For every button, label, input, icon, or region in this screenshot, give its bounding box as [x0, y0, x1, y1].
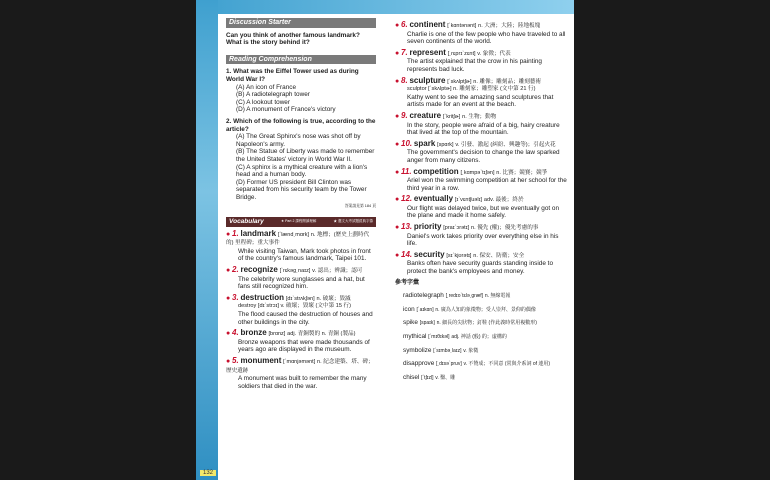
- vocab-example: A monument was built to remember the many soldiers that died in the war.: [238, 375, 367, 390]
- right-column: [395, 18, 567, 382]
- bullet-icon: ●: [226, 267, 231, 275]
- ref-pron: [spaɪk]: [419, 320, 435, 327]
- q1-option-a: (A) An icon of France: [236, 83, 297, 91]
- vocab-word: spark: [413, 138, 436, 148]
- vocab-pron: [͵kɑmpəˋtɪʃən]: [460, 169, 495, 176]
- vocab-pron: [͵rɛprɪˋzɛnt]: [447, 50, 476, 57]
- vocab-number: 13.: [401, 222, 413, 232]
- vocab-word: represent: [409, 47, 446, 57]
- vocab-example: The artist explained that the crow in his painting represents bad luck.: [407, 58, 542, 73]
- vocab-entry-11: [395, 168, 567, 193]
- vocab-number: 7.: [401, 47, 408, 57]
- vocab-entry-14: [395, 251, 567, 276]
- ref-word: spike: [403, 319, 418, 327]
- ref-word: chisel: [403, 373, 420, 381]
- vocab-pron: [ˋskʌlptʃɚ]: [447, 78, 472, 85]
- vocab-related-word: sculptor [ˋskʌlptɚ] n. 雕刻家；雕塑家 (文中第 21 行): [407, 86, 536, 93]
- q1-option-d: (D) A monument of France's victory: [236, 106, 336, 114]
- reference-item: [395, 306, 567, 315]
- vocab-pron: [spɑrk]: [437, 141, 454, 148]
- vocab-number: 10.: [401, 138, 413, 148]
- q2-option-c: (C) A sphinx is a mythical creature with a lion's head and a human body.: [236, 163, 368, 179]
- vocab-word: recognize: [240, 265, 278, 275]
- vocab-word: competition: [413, 166, 459, 176]
- vocab-pron: [ˋlænd͵mɑrk]: [277, 231, 309, 238]
- vocab-pron: [sɪˋkjʊrətɪ]: [446, 252, 472, 259]
- ref-def: n. 無線電報: [484, 293, 511, 300]
- vocab-number: 12.: [401, 194, 413, 204]
- ref-word: mythical: [403, 333, 427, 340]
- vocab-pron: [praɪˋɔrətɪ]: [443, 225, 470, 232]
- vocab-number: 11.: [401, 166, 412, 176]
- reference-item: [395, 333, 567, 342]
- ref-pron: [͵dɪsəˋpruv]: [436, 361, 462, 368]
- vocab-example: Banks often have security guards standing inside to protect the bank's employees and money.: [407, 260, 554, 276]
- vocab-example: Charlie is one of the few people who have traveled to all seven continents of the world.: [407, 30, 566, 46]
- vocab-entry-9: [395, 112, 567, 137]
- vocab-example: While visiting Taiwan, Mark took photos in front of the country's famous landmark, Taipei 101.: [238, 247, 371, 263]
- bullet-icon: ●: [395, 251, 400, 259]
- vocab-example: Kathy went to see the amazing sand sculptures that artists made for an event at the beach.: [407, 93, 554, 109]
- ref-def: v. 不贊成；不同意 (常與介系詞 of 連用): [463, 361, 551, 368]
- page-number: 132: [200, 470, 216, 476]
- vocab-word: priority: [413, 222, 442, 232]
- sky-banner: [196, 0, 574, 14]
- ref-pron: [ˋaɪkɑn]: [416, 306, 434, 313]
- vocab-entry-5: [226, 357, 376, 390]
- vocab-pron: [ɪˋvɛntʃuəlɪ]: [454, 197, 483, 204]
- vocab-def: n. 大洲；大陸；陸地板塊: [478, 23, 541, 29]
- vocab-def: v. 認出；辨識；認可: [312, 268, 363, 275]
- ref-word: symbolize: [403, 346, 432, 354]
- vocab-word: landmark: [240, 228, 277, 238]
- left-column: [226, 18, 376, 390]
- book-page: [196, 0, 574, 480]
- bullet-icon: ●: [395, 224, 400, 232]
- vocab-number: 4.: [232, 328, 239, 338]
- bullet-icon: ●: [395, 196, 400, 204]
- vocab-def: n. 生物；動物: [462, 113, 497, 120]
- vocab-number: 3.: [232, 292, 239, 302]
- bullet-icon: ●: [395, 77, 400, 85]
- q1-option-c: (C) A lookout tower: [236, 98, 290, 106]
- answer-reference: 答案請見第 184 頁: [344, 204, 376, 209]
- vocab-pron: [ˋkɑntənənt]: [447, 23, 477, 29]
- bullet-icon: ●: [395, 112, 400, 120]
- vocab-entry-8: [395, 77, 567, 109]
- sky-strip: [196, 0, 218, 480]
- discussion-header: Discussion Starter: [226, 18, 376, 28]
- q1-option-b: (B) A radiotelegraph tower: [236, 91, 310, 99]
- vocab-number: 9.: [401, 110, 408, 120]
- vocab-example: The celebrity wore sunglasses and a hat, but fans still recognized him.: [238, 275, 365, 291]
- vocab-entry-7: [395, 49, 567, 74]
- vocab-word: sculpture: [409, 75, 446, 85]
- vocab-pron: [brɑnz]: [268, 331, 286, 338]
- vocabulary-tag-1: ★ Part 2 課程閱讀理解: [280, 219, 317, 224]
- vocab-word: destruction: [240, 292, 285, 302]
- question-1: 1. What was the Eiffel Tower used as during World War I?: [226, 68, 359, 83]
- vocab-entry-10: [395, 140, 567, 165]
- reference-item: [395, 360, 567, 369]
- ref-pron: [͵redɪoˋtɛlə͵græf]: [445, 293, 484, 300]
- vocab-example: Ariel won the swimming competition at her school for the third year in a row.: [407, 177, 567, 192]
- ref-word: icon: [403, 305, 415, 313]
- ref-pron: [ˋsɪmbə͵laɪz]: [433, 347, 462, 354]
- vocab-word: security: [413, 249, 445, 259]
- vocab-def: adj. 青銅製的 n. 青銅 (製品): [287, 331, 356, 338]
- bullet-icon: ●: [226, 294, 231, 302]
- reference-item: [395, 292, 567, 301]
- vocab-pron: [ˋmɑnjəmənt]: [283, 358, 316, 365]
- vocab-entry-12: [395, 195, 567, 220]
- vocab-def: v. 象徵；代表: [477, 50, 511, 57]
- reference-item: [395, 347, 567, 356]
- reading-header: Reading Comprehension: [226, 55, 376, 65]
- vocab-example: The government's decision to change the law sparked anger from many citizens.: [407, 149, 560, 164]
- bullet-icon: ●: [226, 357, 231, 365]
- vocab-number: 1.: [232, 228, 239, 238]
- vocab-def: n. 比賽；競賽；競爭: [496, 169, 548, 176]
- vocab-def: n. 保安、防衛；安全: [473, 252, 525, 259]
- ref-def: adj. 神話 (般) 的；虛構的: [451, 334, 507, 340]
- vocabulary-header: [226, 217, 376, 227]
- vocab-entry-4: [226, 329, 376, 354]
- vocab-def: n. 紀念建築、塔、碑；歷史遺跡: [226, 358, 374, 374]
- question-2: 2. Which of the following is true, according to the article?: [226, 117, 376, 133]
- ref-def: v. 象徵: [463, 347, 479, 354]
- ref-pron: [ˋtʃɪzḷ]: [421, 374, 434, 381]
- vocab-number: 8.: [401, 75, 408, 85]
- reference-header: 參考字彙: [395, 279, 420, 286]
- vocab-example: Our flight was delayed twice, but we eventually got on the plane and made it home safely.: [407, 204, 560, 220]
- ref-word: disapprove: [403, 360, 435, 368]
- ref-def: v. 鑿、雕: [435, 374, 456, 381]
- vocab-related-word: destroy [dɪˋstrɔɪ] v. 破壞；毀壞 (文中第 15 行): [238, 303, 351, 310]
- vocab-def: n. 破壞；毀滅: [316, 295, 351, 302]
- ref-pron: [ˋmɪθɪkəl]: [428, 334, 450, 340]
- vocab-entry-13: [395, 223, 567, 248]
- vocab-number: 6.: [401, 20, 408, 29]
- vocab-word: creature: [409, 110, 442, 120]
- bullet-icon: ●: [395, 168, 400, 176]
- vocab-word: bronze: [240, 328, 267, 338]
- bullet-icon: ●: [395, 49, 400, 57]
- vocab-entry-1: [226, 230, 376, 263]
- bullet-icon: ●: [226, 230, 231, 238]
- vocab-number: 14.: [401, 249, 413, 259]
- bullet-icon: ●: [395, 140, 400, 148]
- vocabulary-title: Vocabulary: [229, 218, 264, 226]
- vocab-example: Bronze weapons that were made thousands of years ago are displayed in the museum.: [238, 338, 370, 354]
- vocab-def: v. 引發、激起 (糾紛、興趣等)；引起火花: [455, 141, 556, 148]
- ref-word: radiotelegraph: [403, 292, 444, 300]
- bullet-icon: ●: [395, 22, 400, 29]
- vocab-word: monument: [240, 355, 282, 365]
- discussion-question: Can you think of another famous landmark? What is the story behind it?: [226, 31, 360, 47]
- vocab-def: n. 地標；(歷史上劃時代的) 里程碑；重大事件: [226, 231, 370, 247]
- vocab-number: 5.: [232, 355, 239, 365]
- vocab-def: n. 雕像；雕刻品；雕刻藝術: [473, 78, 542, 85]
- vocab-def: n. 優先 (權)；優先考慮的事: [470, 225, 539, 232]
- vocab-def: adv. 最後；終於: [483, 197, 524, 204]
- vocab-word: continent: [409, 20, 446, 29]
- vocab-entry-2: [226, 266, 376, 291]
- q2-option-d: (D) Former US president Bill Clinton was separated from his security team by the Tower Bridge.: [236, 178, 367, 201]
- vocab-number: 2.: [232, 265, 239, 275]
- vocab-pron: [ˋrɛkəg͵naɪz]: [279, 268, 311, 275]
- q2-option-b: (B) The Statue of Liberty was made to remember the United States' victory in World War II.: [236, 148, 375, 163]
- vocab-word: eventually: [413, 194, 454, 204]
- vocab-entry-6: [395, 21, 567, 46]
- ref-def: n. 廣為人知的象徵物；受人崇拜、景仰的偶像: [435, 306, 536, 313]
- vocab-entry-3: [226, 294, 376, 326]
- vocab-example: In the story, people were afraid of a big, hairy creature that lived at the top of the mountain.: [407, 121, 560, 137]
- q2-option-a: (A) The Great Sphinx's nose was shot off by Napoleon's army.: [236, 133, 361, 148]
- vocab-pron: [ˋkritʃɚ]: [442, 113, 461, 120]
- reference-item: [395, 319, 567, 328]
- vocab-example: Daniel's work takes priority over everything else in his life.: [407, 232, 559, 248]
- ref-def: n. 細長的尖狀物；釘鞋 (作此義時常用複數形): [436, 320, 537, 327]
- vocab-example: The flood caused the destruction of houses and other buildings in the city.: [238, 311, 373, 326]
- bullet-icon: ●: [226, 330, 231, 338]
- vocab-pron: [dɪˋstrʌkʃən]: [285, 295, 315, 302]
- reference-item: [395, 374, 567, 383]
- vocabulary-tag-2: ★ 選文大考試題經典字彙: [333, 219, 373, 224]
